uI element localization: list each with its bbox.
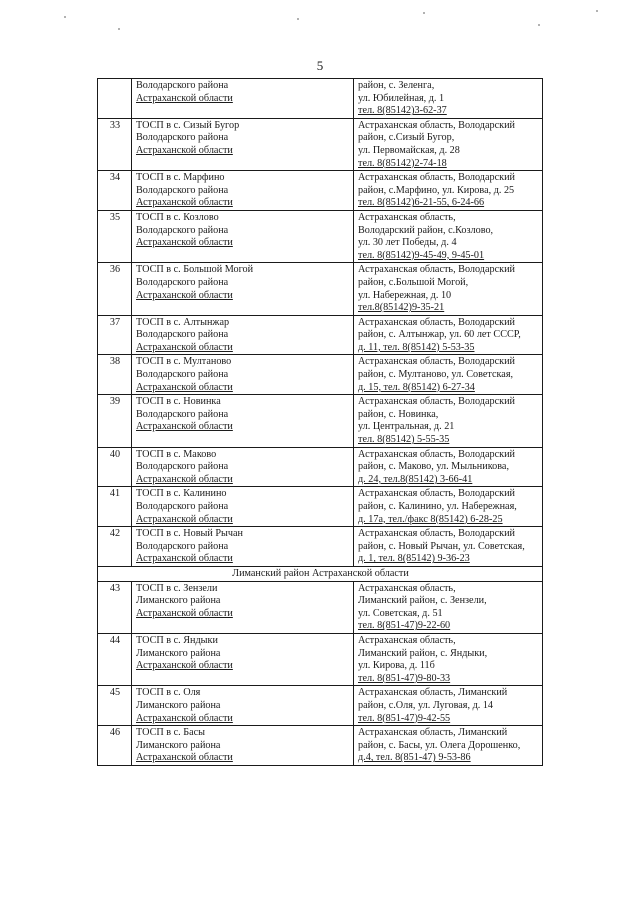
address-line: Володарский район, с.Козлово, (358, 224, 494, 236)
name-line: ТОСП в с. Алтынжар (136, 316, 230, 328)
name-line: ТОСП в с. Мултаново (136, 356, 232, 368)
name-line: Астраханской области (136, 421, 233, 433)
address-line: Астраханская область, Володарский (358, 264, 515, 276)
name-line: Астраханской области (136, 289, 233, 301)
table-row (98, 355, 543, 395)
row-number: 40 (98, 447, 132, 487)
office-name-cell (132, 315, 354, 355)
name-line: Володарского района (136, 329, 229, 341)
office-name-cell (132, 527, 354, 567)
address-line: район, с. Зеленга, (358, 80, 435, 91)
address-line: тел. 8(85142)3-62-37 (358, 105, 447, 117)
name-line: ТОСП в с. Маково (136, 448, 217, 460)
table-row (98, 395, 543, 447)
name-line: ТОСП в с. Большой Могой (136, 264, 254, 276)
name-line: Лиманского района (136, 739, 221, 751)
scan-speck (423, 12, 425, 14)
scan-speck (596, 10, 598, 12)
row-number: 44 (98, 633, 132, 685)
section-header-row (98, 566, 543, 581)
name-line: Астраханской области (136, 197, 233, 209)
name-line: Володарского района (136, 80, 229, 91)
address-line: Астраханская область, Володарский (358, 316, 515, 328)
row-number: 34 (98, 171, 132, 211)
address-line: район, с. Новый Рычан, ул. Советская, (358, 540, 525, 552)
office-name-cell (132, 581, 354, 633)
name-line: Астраханской области (136, 237, 233, 249)
address-line: ул. 30 лет Победы, д. 4 (358, 237, 457, 249)
row-number: 37 (98, 315, 132, 355)
name-line: Астраханской области (136, 752, 233, 764)
name-line: Володарского района (136, 184, 229, 196)
address-line: Астраханская область, Володарский (358, 119, 515, 131)
address-line: Астраханская область, Лиманский (358, 727, 508, 739)
office-address-cell (354, 395, 543, 447)
address-line: д. 24, тел.8(85142) 3-66-41 (358, 473, 473, 485)
office-address-cell (354, 581, 543, 633)
office-name-cell (132, 210, 354, 262)
row-number: 38 (98, 355, 132, 395)
office-address-cell (354, 315, 543, 355)
name-line: Астраханской области (136, 341, 233, 353)
name-line: Володарского района (136, 369, 229, 381)
name-line: Лиманского района (136, 595, 221, 607)
address-line: Лиманский район, с. Зензели, (358, 595, 487, 607)
office-address-cell (354, 726, 543, 766)
name-line: Астраханской области (136, 712, 233, 724)
address-line: ул. Набережная, д. 10 (358, 289, 452, 301)
table-row (98, 447, 543, 487)
table-row (98, 79, 543, 119)
table-row (98, 527, 543, 567)
table-row (98, 726, 543, 766)
office-name-cell (132, 487, 354, 527)
address-line: тел. 8(851-47)9-42-55 (358, 712, 451, 724)
name-line: Астраханской области (136, 513, 233, 525)
address-line: д. 15, тел. 8(85142) 6-27-34 (358, 381, 475, 393)
row-number: 46 (98, 726, 132, 766)
table-row (98, 686, 543, 726)
name-line: Володарского района (136, 501, 229, 512)
address-line: тел. 8(851-47)9-22-60 (358, 620, 451, 632)
address-line: Астраханская область, Володарский (358, 356, 515, 368)
name-line: Володарского района (136, 461, 229, 473)
row-number: 45 (98, 686, 132, 726)
table-row (98, 633, 543, 685)
name-line: Володарского района (136, 224, 229, 236)
office-address-cell (354, 527, 543, 567)
address-line: Астраханская область, Володарский (358, 528, 515, 540)
row-number (98, 79, 132, 119)
row-number: 41 (98, 487, 132, 527)
office-address-cell (354, 633, 543, 685)
address-line: тел. 8(85142)6-21-55, 6-24-66 (358, 197, 485, 209)
address-line: д. 1, тел. 8(85142) 9-36-23 (358, 553, 470, 565)
scan-speck (297, 18, 299, 20)
office-name-cell (132, 633, 354, 685)
office-name-cell (132, 79, 354, 119)
address-line: Астраханская область, Володарский (358, 396, 515, 408)
address-line: ул. Кирова, д. 11б (358, 660, 435, 672)
name-line: Лиманского района (136, 699, 221, 711)
address-line: Астраханская область, Володарский (358, 488, 515, 500)
row-number: 33 (98, 118, 132, 170)
name-line: Володарского района (136, 540, 229, 552)
name-line: ТОСП в с. Яндыки (136, 634, 218, 646)
name-line: Володарского района (136, 276, 229, 288)
table-row (98, 487, 543, 527)
office-address-cell (354, 263, 543, 315)
name-line: ТОСП в с. Сизый Бугор (136, 119, 240, 131)
address-line: тел. 8(851-47)9-80-33 (358, 672, 451, 684)
name-line: Володарского района (136, 408, 229, 420)
address-line: район, с. Новинка, (358, 408, 439, 420)
table-row (98, 171, 543, 211)
office-address-cell (354, 210, 543, 262)
address-line: район, с. Алтынжар, ул. 60 лет СССР, (358, 329, 521, 341)
name-line: ТОСП в с. Басы (136, 727, 205, 739)
name-line: Астраханской области (136, 144, 233, 156)
address-line: ул. Первомайская, д. 28 (358, 144, 460, 156)
address-line: Астраханская область, (358, 582, 456, 594)
address-line: район, с.Марфино, ул. Кирова, д. 25 (358, 184, 515, 196)
office-address-cell (354, 171, 543, 211)
table-row (98, 315, 543, 355)
address-line: район, с.Большой Могой, (358, 276, 469, 288)
office-name-cell (132, 355, 354, 395)
scan-speck (118, 28, 120, 30)
office-name-cell (132, 263, 354, 315)
name-line: Астраханской области (136, 92, 233, 104)
address-line: ул. Центральная, д. 21 (358, 421, 455, 433)
row-number: 43 (98, 581, 132, 633)
section-title: Лиманский район Астраханской области (98, 566, 543, 581)
name-line: Лиманского района (136, 647, 221, 659)
office-address-cell (354, 79, 543, 119)
name-line: ТОСП в с. Калинино (136, 488, 227, 500)
address-line: район, с.Сизый Бугор, (358, 132, 455, 144)
name-line: ТОСП в с. Новый Рычан (136, 528, 243, 540)
address-line: тел.8(85142)9-35-21 (358, 302, 445, 314)
address-line: Астраханская область, Лиманский (358, 687, 508, 699)
office-name-cell (132, 686, 354, 726)
name-line: ТОСП в с. Козлово (136, 211, 219, 223)
address-line: район, с. Калинино, ул. Набережная, (358, 501, 517, 512)
address-line: район, с.Оля, ул. Луговая, д. 14 (358, 699, 494, 711)
address-line: Лиманский район, с. Яндыки, (358, 647, 488, 659)
scan-speck (64, 16, 66, 18)
name-line: Астраханской области (136, 660, 233, 672)
row-number: 36 (98, 263, 132, 315)
address-line: район, с. Басы, ул. Олега Дорошенко, (358, 739, 521, 751)
name-line: ТОСП в с. Новинка (136, 396, 221, 408)
address-line: район, с. Мултаново, ул. Советская, (358, 369, 514, 381)
address-line: тел. 8(85142)2-74-18 (358, 157, 447, 169)
office-address-cell (354, 686, 543, 726)
office-name-cell (132, 395, 354, 447)
name-line: ТОСП в с. Марфино (136, 172, 225, 184)
offices-table-body (98, 79, 543, 766)
address-line: Астраханская область, (358, 634, 456, 646)
office-address-cell (354, 355, 543, 395)
office-address-cell (354, 447, 543, 487)
address-line: Астраханская область, Володарский (358, 172, 515, 184)
address-line: д. 11, тел. 8(85142) 5-53-35 (358, 341, 475, 353)
office-address-cell (354, 487, 543, 527)
address-line: д. 17а, тел./факс 8(85142) 6-28-25 (358, 513, 503, 525)
office-name-cell (132, 171, 354, 211)
table-row (98, 581, 543, 633)
name-line: Астраханской области (136, 607, 233, 619)
name-line: ТОСП в с. Зензели (136, 582, 218, 594)
office-name-cell (132, 118, 354, 170)
row-number: 42 (98, 527, 132, 567)
row-number: 35 (98, 210, 132, 262)
address-line: д.4, тел. 8(851-47) 9-53-86 (358, 752, 471, 764)
name-line: ТОСП в с. Оля (136, 687, 201, 699)
office-name-cell (132, 726, 354, 766)
address-line: ул. Юбилейная, д. 1 (358, 92, 445, 104)
address-line: тел. 8(85142) 5-55-35 (358, 434, 450, 446)
name-line: Володарского района (136, 132, 229, 144)
scan-speck (538, 24, 540, 26)
address-line: Астраханская область, Володарский (358, 448, 515, 460)
table-row (98, 118, 543, 170)
name-line: Астраханской области (136, 553, 233, 565)
address-line: Астраханская область, (358, 211, 456, 223)
name-line: Астраханской области (136, 473, 233, 485)
address-line: тел. 8(85142)9-45-49, 9-45-01 (358, 249, 485, 261)
office-name-cell (132, 447, 354, 487)
table-row (98, 263, 543, 315)
address-line: ул. Советская, д. 51 (358, 607, 443, 619)
row-number: 39 (98, 395, 132, 447)
offices-table (97, 78, 543, 766)
table-row (98, 210, 543, 262)
name-line: Астраханской области (136, 381, 233, 393)
address-line: район, с. Маково, ул. Мыльникова, (358, 461, 509, 473)
page-number: 5 (316, 58, 324, 73)
office-address-cell (354, 118, 543, 170)
